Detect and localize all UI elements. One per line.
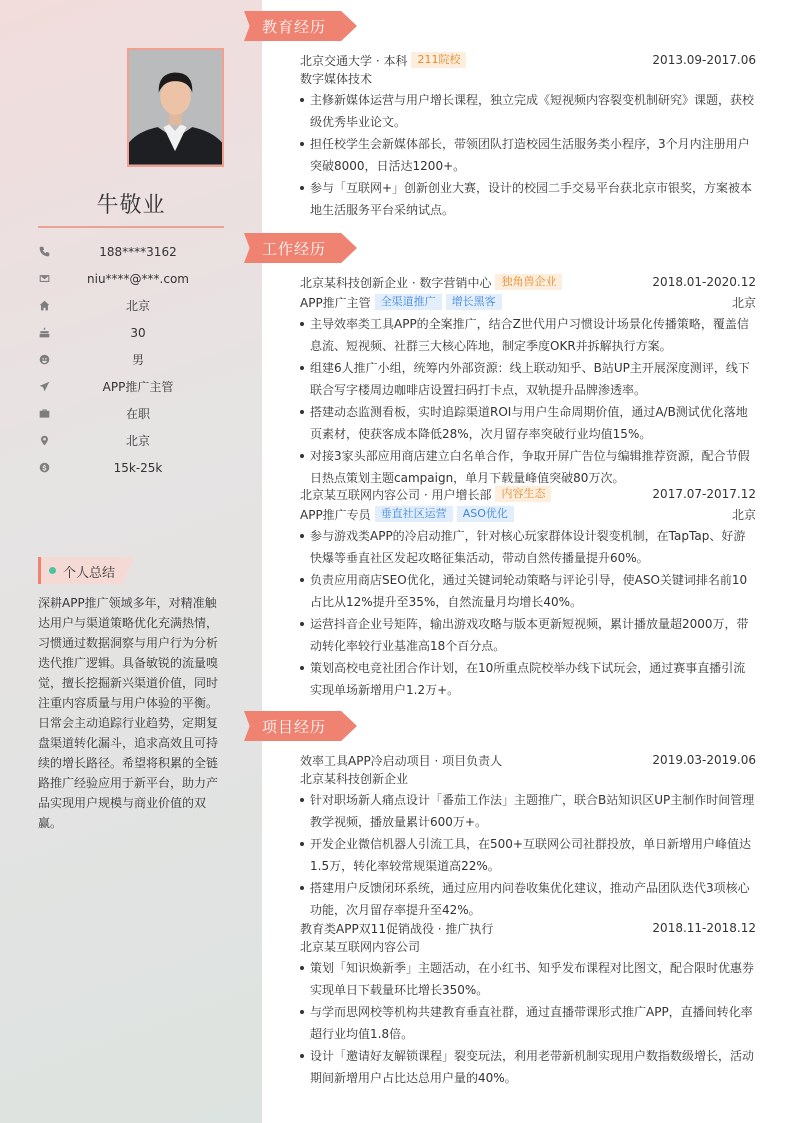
projects-title: 项目经历 — [262, 718, 327, 736]
project-org: 北京某互联网内容公司 — [300, 940, 421, 954]
dot-icon — [49, 567, 56, 574]
info-salary — [38, 454, 224, 481]
job-tag: 增长黑客 — [446, 294, 502, 310]
project-header-row — [300, 918, 756, 938]
job-position: APP推广主管 — [300, 295, 371, 310]
list-item: 主修新媒体运营与用户增长课程，独立完成《短视频内容裂变机制研究》课题，获校级优秀毕业论文。 — [300, 89, 756, 133]
info-email-value: niu****@***.com — [87, 271, 189, 286]
school-name: 北京交通大学 · 本科 — [300, 53, 408, 68]
list-item: 设计「邀请好友解锁课程」裂变玩法，利用老带新机制实现用户数指数级增长，活动期间新增用户占比达总用户量的40%。 — [300, 1045, 756, 1089]
list-item: 策划高校电竞社团合作计划，在10所重点院校举办线下试玩会，通过赛事直播引流实现单场新增用户1.2万+。 — [300, 657, 756, 701]
summary-text: 深耕APP推广领域多年，对精准触达用户与渠道策略优化充满热情，习惯通过数据洞察与用户行为分析迭代推广逻辑。具备敏锐的流量嗅觉，擅长挖掘新兴渠道价值，同时注重内容质量与用户体验的平衡。日常会主动追踪行业趋势，定期复盘渠道转化漏斗，追求高效且可持续的增长路径。希望将积累的全链路推广经验应用于新平台，助力产品实现用户规模与商业价值的双赢。 — [38, 596, 219, 830]
list-item: 针对职场新人痛点设计「番茄工作法」主题推广，联合B站知识区UP主制作时间管理教学视频，播放量累计600万+。 — [300, 789, 756, 833]
phone-icon — [38, 246, 50, 258]
project-bullets — [300, 789, 756, 921]
info-phone — [38, 238, 224, 265]
project-org: 北京某科技创新企业 — [300, 772, 409, 786]
job-header-row — [300, 272, 756, 292]
list-item: 组建6人推广小组，统筹内外部资源：线上联动知乎、B站UP主开展深度测评，线下联合写字楼周边咖啡店设置扫码打卡点，双轨提升品牌渗透率。 — [300, 357, 756, 401]
job-header-row — [300, 484, 756, 504]
email-icon — [38, 273, 50, 285]
briefcase-icon — [38, 408, 50, 420]
summary-heading — [38, 557, 134, 584]
location-pin-icon — [38, 435, 50, 447]
avatar — [129, 50, 222, 165]
info-home — [38, 292, 224, 319]
candidate-name: 牛敬业 — [96, 193, 166, 218]
job-tag: 垂直社区运营 — [375, 506, 453, 522]
job-position-row — [300, 292, 756, 312]
info-position-value: APP推广主管 — [102, 380, 174, 394]
job-bullets — [300, 525, 756, 701]
project-block-2 — [300, 918, 756, 1089]
paper-plane-icon — [38, 381, 50, 393]
info-email — [38, 265, 224, 292]
info-status — [38, 400, 224, 427]
job-company: 北京某科技创新企业 · 数字营销中心 — [300, 275, 492, 290]
education-bullets — [300, 89, 756, 221]
list-item: 参与「互联网+」创新创业大赛，设计的校园二手交易平台获北京市银奖，方案被本地生活服务平台采纳试点。 — [300, 177, 756, 221]
job-bullets — [300, 313, 756, 489]
job-date: 2017.07-2017.12 — [652, 487, 756, 501]
list-item: 搭建动态监测看板，实时追踪渠道ROI与用户生命周期价值，通过A/B测试优化落地页素材，使获客成本降低28%，次月留存率突破行业均值15%。 — [300, 401, 756, 445]
list-item: 搭建用户反馈闭环系统，通过应用内问卷收集优化建议，推动产品团队迭代3项核心功能，次月留存率提升至42%。 — [300, 877, 756, 921]
home-icon — [38, 300, 50, 312]
list-item: 策划「知识焕新季」主题活动，在小红书、知乎发布课程对比图文，配合限时优惠券实现单日下载量环比增长350%。 — [300, 957, 756, 1001]
info-location — [38, 427, 224, 454]
project-date: 2018.11-2018.12 — [652, 921, 756, 935]
list-item: 对接3家头部应用商店建立白名单合作，争取开屏广告位与编辑推荐资源，配合节假日热点策划主题campaign，单月下载量峰值突破80万次。 — [300, 445, 756, 489]
list-item: 开发企业微信机器人引流工具，在500+互联网公司社群投放，单日新增用户峰值达1.5万，转化率较常规渠道高22%。 — [300, 833, 756, 877]
info-salary-value: 15k-25k — [113, 460, 163, 475]
name-divider — [38, 226, 224, 228]
info-gender — [38, 346, 224, 373]
job-tag: ASO优化 — [457, 506, 514, 522]
info-home-value: 北京 — [125, 299, 150, 313]
projects-heading — [244, 711, 357, 741]
project-bullets — [300, 957, 756, 1089]
education-date: 2013.09-2017.06 — [652, 53, 756, 67]
list-item: 负责应用商店SEO优化，通过关键词轮动策略与评论引导，使ASO关键词排名前10占比从12%提升至35%，自然流量月均增长40%。 — [300, 569, 756, 613]
info-phone-value: 188****3162 — [99, 244, 177, 259]
job-city: 北京 — [731, 295, 756, 310]
info-location-value: 北京 — [125, 434, 150, 448]
list-item: 担任校学生会新媒体部长，带领团队打造校园生活服务类小程序，3个月内注册用户突破8000，日活达1200+。 — [300, 133, 756, 177]
job-date: 2018.01-2020.12 — [652, 275, 756, 289]
contact-info-list — [38, 238, 224, 481]
education-title: 教育经历 — [262, 18, 327, 36]
school-badge: 211院校 — [411, 52, 466, 68]
cake-icon — [38, 327, 50, 339]
profile-photo — [127, 48, 224, 167]
list-item: 主导效率类工具APP的全案推广，结合Z世代用户习惯设计场景化传播策略，覆盖信息流、短视频、社群三大核心阵地，制定季度OKR并拆解执行方案。 — [300, 313, 756, 357]
work-block-2 — [300, 484, 756, 701]
work-heading — [244, 233, 357, 263]
education-heading — [244, 11, 357, 41]
info-age-value: 30 — [130, 325, 146, 340]
project-name: 教育类APP双11促销战役 · 推广执行 — [300, 921, 494, 936]
list-item: 参与游戏类APP的冷启动推广，针对核心玩家群体设计裂变机制，在TapTap、好游快爆等垂直社区发起攻略征集活动，带动自然传播量提升60%。 — [300, 525, 756, 569]
project-header-row — [300, 750, 756, 770]
list-item: 与学而思网校等机构共建教育垂直社群，通过直播带课形式推广APP，直播间转化率超行业均值1.8倍。 — [300, 1001, 756, 1045]
info-gender-value: 男 — [131, 353, 144, 367]
summary-heading-accent — [38, 557, 41, 584]
education-block — [300, 50, 756, 221]
education-major: 数字媒体技术 — [300, 72, 373, 86]
company-badge: 内容生态 — [495, 486, 551, 502]
company-badge: 独角兽企业 — [495, 274, 562, 290]
job-tag: 全渠道推广 — [375, 294, 442, 310]
project-name: 效率工具APP冷启动项目 · 项目负责人 — [300, 753, 503, 768]
info-position — [38, 373, 224, 400]
job-city: 北京 — [731, 507, 756, 522]
info-age — [38, 319, 224, 346]
work-block-1 — [300, 272, 756, 489]
job-company: 北京某互联网内容公司 · 用户增长部 — [300, 487, 492, 502]
job-position-row — [300, 504, 756, 524]
project-block-1 — [300, 750, 756, 921]
education-header-row — [300, 50, 756, 70]
money-icon — [38, 462, 50, 474]
list-item: 运营抖音企业号矩阵，输出游戏攻略与版本更新短视频，累计播放量超2000万，带动转化率较行业基准高18个百分点。 — [300, 613, 756, 657]
summary-title: 个人总结 — [63, 566, 116, 581]
info-status-value: 在职 — [125, 407, 150, 421]
face-icon — [38, 354, 50, 366]
project-date: 2019.03-2019.06 — [652, 753, 756, 767]
job-position: APP推广专员 — [300, 507, 371, 522]
work-title: 工作经历 — [262, 240, 327, 258]
